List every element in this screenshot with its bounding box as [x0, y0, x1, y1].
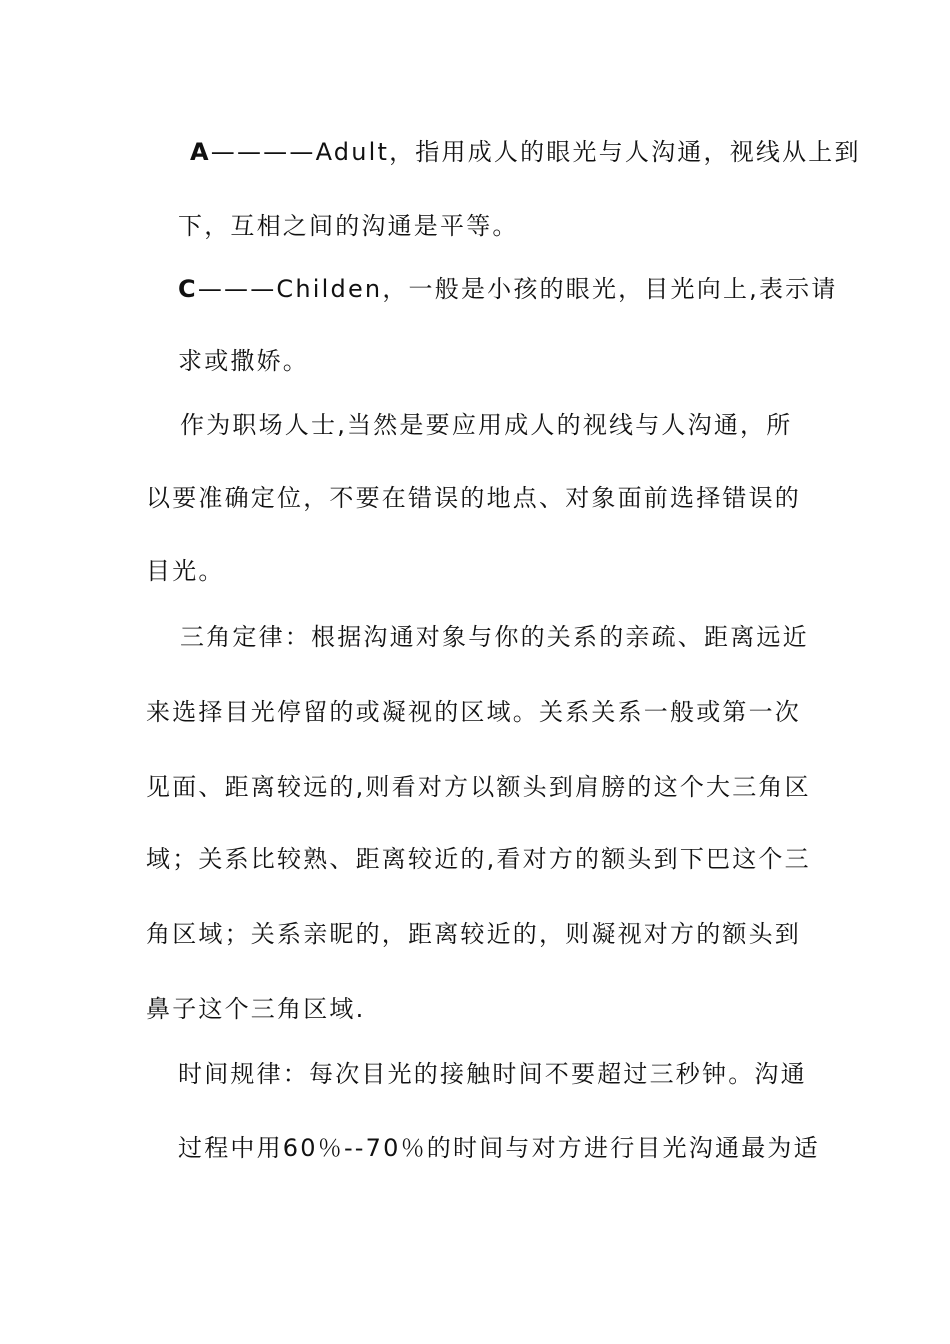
para-triangle-line-6: 鼻子这个三角区域. — [146, 995, 366, 1023]
para-triangle-line-2: 来选择目光停留的或凝视的区域。关系关系一般或第一次 — [146, 698, 801, 726]
para-pro-line-2: 以要准确定位，不要在错误的地点、对象面前选择错误的 — [146, 484, 801, 512]
para-a-line-1-text: ————Adult，指用成人的眼光与人沟通，视线从上到 — [210, 138, 861, 166]
para-c-marker: C — [178, 275, 198, 303]
para-triangle-line-4: 域；关系比较熟、距离较近的,看对方的额头到下巴这个三 — [146, 845, 811, 873]
para-time-line-2: 过程中用60％--70％的时间与对方进行目光沟通最为适 — [178, 1134, 820, 1162]
para-time-line-1: 时间规律：每次目光的接触时间不要超过三秒钟。沟通 — [178, 1060, 807, 1088]
para-a-line-1 — [190, 136, 861, 168]
para-a-line-2: 下，互相之间的沟通是平等。 — [178, 212, 519, 240]
para-triangle-line-1: 三角定律：根据沟通对象与你的关系的亲疏、距离远近 — [180, 623, 809, 651]
para-triangle-line-5: 角区域；关系亲昵的，距离较近的，则凝视对方的额头到 — [146, 920, 801, 948]
para-pro-line-1: 作为职场人士,当然是要应用成人的视线与人沟通，所 — [180, 411, 793, 439]
para-c-line-2: 求或撒娇。 — [178, 347, 309, 375]
para-pro-line-3: 目光。 — [146, 557, 225, 585]
para-c-line-1-text: ———Childen，一般是小孩的眼光，目光向上,表示请 — [197, 275, 838, 303]
para-c-line-1 — [178, 273, 838, 305]
para-triangle-line-3: 见面、距离较远的,则看对方以额头到肩膀的这个大三角区 — [146, 773, 811, 801]
para-a-marker: A — [190, 138, 211, 166]
